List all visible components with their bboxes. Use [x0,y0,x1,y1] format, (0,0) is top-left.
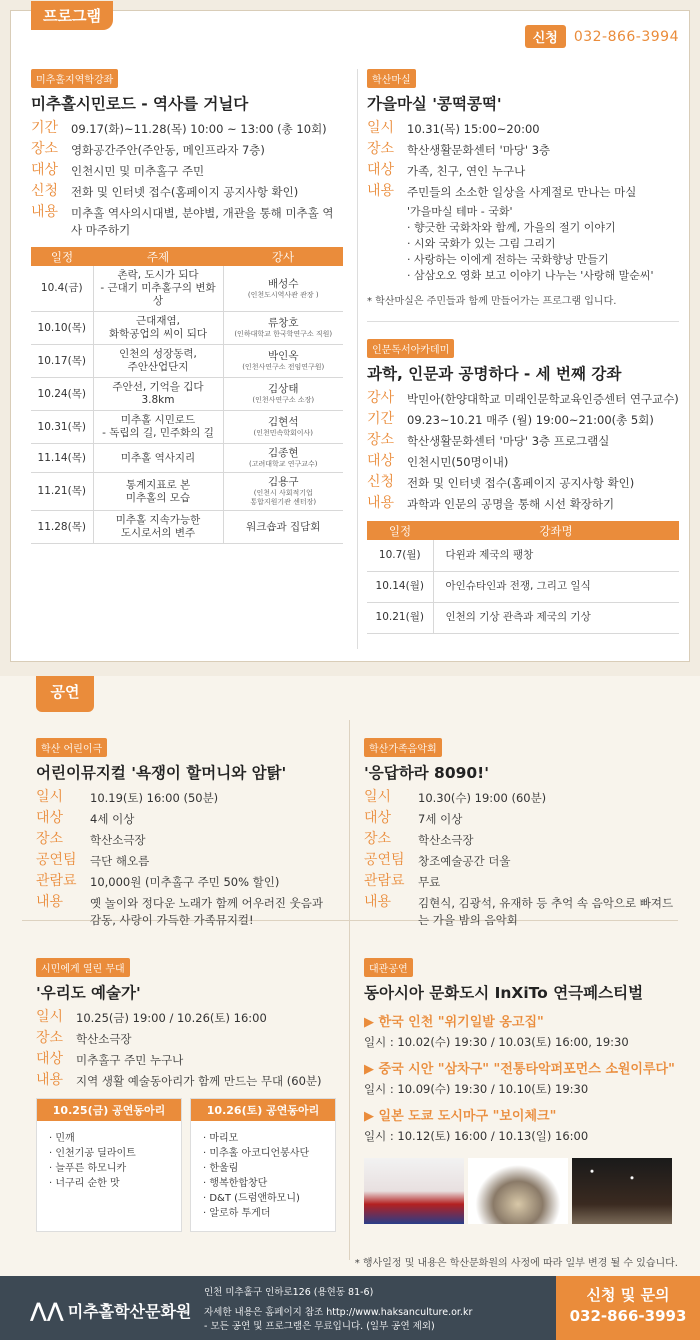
musical-tag: 학산 어린이극 [36,738,107,757]
row-speaker [223,444,343,473]
photo-japan [572,1158,672,1224]
row-title: 아인슈타인과 전쟁, 그리고 일식 [433,571,679,602]
info-value: 인천시민 및 미추홀구 주민 [71,164,205,178]
speaker-affil: (인천시 사회적기업 통합지원기관 센터장) [250,489,317,506]
club-item: · 인천기공 딜라이트 [49,1148,136,1159]
info-value: 학산소극장 [76,1032,132,1046]
logo-icon: ⋀⋀ [30,1298,64,1322]
table-row [31,511,343,544]
speaker-name: 김현석 [268,416,299,428]
row-topic: 주안선, 기억을 깁다 3.8km [93,378,223,411]
info-row [367,432,679,450]
row-date: 11.28(목) [31,511,93,544]
info-key: 공연팀 [364,852,405,868]
village-bullet: · 사랑하는 이에게 전하는 국화향낭 만들기 [407,253,609,266]
table-row [31,473,343,511]
row-date: 10.17(목) [31,345,93,378]
academy-title: 과학, 인문과 공명하다 - 세 번째 강좌 [367,365,622,383]
row-date: 10.4(금) [31,266,93,312]
row-date: 10.31(목) [31,411,93,444]
stage-block [36,958,341,1232]
info-row [364,789,674,807]
info-value: 10,000원 (미추홀구 주민 50% 할인) [90,875,280,889]
contact-label: 신청 및 문의 [586,1286,670,1304]
info-row [31,204,343,239]
concert-block [364,738,674,932]
stage-info [36,1009,341,1090]
info-row [36,1030,341,1048]
info-value: 학산소극장 [418,833,474,847]
info-key: 장소 [36,1030,64,1046]
row-speaker [223,266,343,312]
table-header: 일정 [367,521,433,540]
info-key: 신청 [367,474,395,490]
info-key: 장소 [36,831,64,847]
apply-label: 신청 [525,25,566,48]
info-key: 대상 [367,162,395,178]
info-row [367,120,677,138]
club-item: · 한울림 [203,1163,239,1174]
festival-show: ▶ 중국 시안 "삼차구" "전통타악퍼포먼스 소원이루다" [364,1062,675,1077]
column-divider [357,69,358,649]
row-date: 10.7(월) [367,540,433,571]
info-key: 장소 [31,141,59,157]
info-value: 미추홀구 주민 누구나 [76,1053,184,1067]
info-value: 영화공간주안(주안동, 메인프라자 7층) [71,143,265,157]
lecture-title: 미추홀시민로드 - 역사를 거닐다 [31,95,249,113]
table-row [367,540,679,571]
homepage-line[interactable]: 자세한 내용은 홈페이지 참조 http://www.haksanculture.or.kr [204,1307,473,1318]
info-row [31,183,343,201]
info-value: 10.31(목) 15:00~20:00 [407,122,540,136]
row-speaker [223,378,343,411]
info-row [36,852,336,870]
festival-title: 동아시아 문화도시 InXiTo 연극페스티벌 [364,984,644,1002]
club-item: · D&T (드럼앤하모니) [203,1193,300,1204]
musical-title: 어린이뮤지컬 '욕쟁이 할머니와 암탉' [36,764,287,782]
info-row [367,411,679,429]
village-bullet: · 삼삼오오 영화 보고 이야기 나누는 '사랑해 말순씨' [407,269,654,282]
row-date: 11.14(목) [31,444,93,473]
info-key: 관람료 [36,873,77,889]
info-row [36,894,336,929]
speaker-affil: (인천사연구소 소장) [252,396,315,404]
info-value: 10.30(수) 19:00 (60분) [418,791,547,805]
info-key: 내용 [36,894,64,910]
info-key: 장소 [367,141,395,157]
table-header: 주제 [93,247,223,266]
row-speaker [223,345,343,378]
info-value: 10.25(금) 19:00 / 10.26(토) 16:00 [76,1011,267,1025]
row-topic: 근대재염, 화학공업의 씨이 되다 [93,312,223,345]
speaker-name: 워크숍과 집담회 [246,520,321,533]
row-speaker [223,411,343,444]
info-value: 전화 및 인터넷 접수(홈페이지 공지사항 확인) [407,476,635,490]
academy-tag: 인문독서아카데미 [367,339,454,358]
info-row [367,183,677,201]
table-row [31,378,343,411]
info-row [31,120,343,138]
club-item: · 마리모 [203,1133,239,1144]
row-topic: 미추홀 시민로드 - 독립의 길, 민주화의 길 [93,411,223,444]
festival-items [364,1011,686,1144]
speaker-affil: (인천민속학회이사) [253,429,314,437]
info-row [367,495,679,513]
info-row [364,873,674,891]
row-date: 10.14(월) [367,571,433,602]
info-value: 7세 이상 [418,812,463,826]
info-value: 학산생활문화센터 '마당' 3층 [407,143,551,157]
row-topic: 통계지표로 본 미추홀의 모습 [93,473,223,511]
lecture-block [31,69,343,544]
academy-info [367,390,679,513]
info-row [367,162,677,180]
info-row [367,141,677,159]
info-value: 극단 해오름 [90,854,150,868]
village-block [367,69,677,307]
row-date: 10.21(월) [367,602,433,633]
info-key: 기간 [31,120,59,136]
info-row [364,810,674,828]
concert-info [364,789,674,929]
table-row [31,312,343,345]
footer-address [204,1286,472,1334]
club-item: · 민깨 [49,1133,75,1144]
info-value: 과학과 인문의 공명을 통해 시선 확장하기 [407,497,615,511]
info-key: 내용 [367,183,395,199]
info-key: 내용 [364,894,392,910]
village-tag: 학산마실 [367,69,416,88]
info-key: 대상 [36,1051,64,1067]
festival-block [364,958,686,1224]
club-box-header: 10.26(토) 공연동아리 [191,1099,335,1121]
concert-tag: 학산가족음악회 [364,738,442,757]
info-value: 09.17(화)~11.28(목) 10:00 ~ 13:00 (총 10회) [71,122,327,136]
speaker-name: 류창호 [268,317,299,329]
table-header: 강사 [223,247,343,266]
row-topic: 미추홀 지속가능한 도시로서의 변주 [93,511,223,544]
apply-box [525,25,679,48]
photo-china [468,1158,568,1224]
photo-korea [364,1158,464,1224]
info-key: 장소 [364,831,392,847]
contact-box[interactable] [556,1276,700,1340]
info-key: 대상 [36,810,64,826]
program-section [10,7,690,662]
speaker-name: 김상태 [268,383,299,395]
info-value: 가족, 친구, 연인 누구나 [407,164,526,178]
info-row [36,1072,341,1090]
divider [367,321,679,322]
festival-date: 일시 : 10.09(수) 19:30 / 10.10(토) 19:30 [364,1082,589,1096]
info-row [36,831,336,849]
speaker-name: 박인옥 [268,350,299,362]
festival-photos [364,1158,686,1224]
contact-phone[interactable]: 032-866-3993 [569,1307,687,1325]
concert-title: '응답하라 8090!' [364,764,489,782]
club-box-1025 [36,1098,182,1232]
info-value: 09.23~10.21 매주 (월) 19:00~21:00(총 5회) [407,413,654,427]
academy-table [367,521,679,634]
info-key: 장소 [367,432,395,448]
info-row [364,894,674,929]
info-key: 신청 [31,183,59,199]
speaker-affil: (인하대학교 한국학연구소 직원) [234,330,333,338]
info-key: 일시 [364,789,392,805]
speaker-name: 김용구 [268,476,299,488]
info-key: 내용 [31,204,59,220]
festival-show: ▶ 일본 도쿄 도시마구 "보이체크" [364,1109,557,1124]
village-bullets [401,220,677,284]
village-bullet: · 향긋한 국화차와 함께, 가을의 절기 이야기 [407,221,616,234]
address-line: 인천 미추홀구 인하로126 (용현동 81-6) [204,1287,374,1298]
info-row [31,162,343,180]
speaker-affil: (고려대학교 연구교수) [248,460,318,468]
club-item: · 늘푸른 하모니카 [49,1163,127,1174]
info-value: 미추홀 역사의시대별, 분야별, 개관을 통해 미추홀 역사 마주하기 [71,206,334,237]
stage-tag: 시민에게 열린 무대 [36,958,130,977]
info-value: 전화 및 인터넷 접수(홈페이지 공지사항 확인) [71,185,299,199]
club-item: · 행복한합창단 [203,1178,268,1189]
row-date: 11.21(목) [31,473,93,511]
performance-header: 공연 [36,676,94,712]
table-row [31,345,343,378]
row-date: 10.24(목) [31,378,93,411]
info-value: 박민아(한양대학교 미래인문학교육인증센터 연구교수) [407,392,679,406]
info-key: 대상 [367,453,395,469]
info-key: 내용 [367,495,395,511]
row-topic: 인천의 성장동력, 주안산업단지 [93,345,223,378]
row-speaker [223,511,343,544]
info-key: 관람료 [364,873,405,889]
club-item: · 미추홀 아코디언봉사단 [203,1148,310,1159]
column-divider [349,720,350,1260]
info-value: 주민들의 소소한 일상을 사계절로 만나는 마실 [407,185,637,199]
club-box-header: 10.25(금) 공연동아리 [37,1099,181,1121]
festival-date: 일시 : 10.02(수) 19:30 / 10.03(토) 16:00, 19:30 [364,1035,629,1049]
row-speaker [223,312,343,345]
info-value: 학산소극장 [90,833,146,847]
info-row [36,810,336,828]
free-note: - 모든 공연 및 프로그램은 무료입니다. (일부 공연 제외) [204,1321,435,1332]
info-value: 옛 놀이와 정다운 노래가 함께 어우러진 웃음과 감동, 사랑이 가득한 가족뮤지컬! [90,896,324,927]
info-value: 지역 생활 예술동아리가 함께 만드는 무대 (60분) [76,1074,322,1088]
info-value: 10.19(토) 16:00 (50분) [90,791,219,805]
info-row [36,873,336,891]
row-topic: 미추홀 역사지리 [93,444,223,473]
row-title: 다윈과 제국의 팽창 [433,540,679,571]
stage-title: '우리도 예술가' [36,984,141,1002]
info-key: 일시 [367,120,395,136]
club-item: · 알로하 투게더 [203,1208,271,1219]
village-title: 가을마실 '콩떡콩떡' [367,95,502,113]
lecture-table [31,247,343,544]
table-header: 강좌명 [433,521,679,540]
speaker-affil: (인천도시역사관 관장 ) [247,290,319,299]
speaker-name: 배성수 [268,277,299,290]
info-row [31,141,343,159]
info-key: 대상 [31,162,59,178]
table-row [31,444,343,473]
info-key: 강사 [367,390,395,406]
info-row [36,1051,341,1069]
table-row [31,411,343,444]
info-key: 기간 [367,411,395,427]
logo-text: 미추홀학산문화원 [67,1301,192,1321]
footer [0,1276,700,1340]
info-key: 내용 [36,1072,64,1088]
village-theme: '가을마실 테마 - 국화' [407,205,513,218]
festival-tag: 대관공연 [364,958,413,977]
musical-block [36,738,336,932]
row-speaker [223,473,343,511]
info-value: 인천시민(50명이내) [407,455,509,469]
village-note: * 학산마실은 주민들과 함께 만들어가는 프로그램 입니다. [367,296,617,307]
program-header: 프로그램 [31,1,113,30]
table-row [31,266,343,312]
info-value: 김현식, 김광석, 유재하 등 추억 속 음악으로 빠져드는 가을 밤의 음악회 [418,896,674,927]
info-row [36,789,336,807]
speaker-name: 김종현 [268,447,299,459]
info-row [367,390,679,408]
academy-block [367,339,679,634]
info-row [364,852,674,870]
club-box-1026 [190,1098,336,1232]
info-key: 일시 [36,1009,64,1025]
info-key: 대상 [364,810,392,826]
table-row [367,602,679,633]
info-row [36,1009,341,1027]
apply-phone[interactable]: 032-866-3994 [573,28,679,45]
info-row [367,474,679,492]
row-date: 10.10(목) [31,312,93,345]
club-boxes [36,1098,341,1232]
info-row [367,453,679,471]
musical-info [36,789,336,929]
club-item: · 너구리 순한 맛 [49,1178,120,1189]
info-value: 4세 이상 [90,812,135,826]
festival-date: 일시 : 10.12(토) 16:00 / 10.13(일) 16:00 [364,1129,589,1143]
speaker-affil: (인천사연구소 전임연구원) [242,363,325,371]
village-info [367,120,677,201]
disclaimer: * 행사일정 및 내용은 학산문화원의 사정에 따라 일부 변경 될 수 있습니다. [354,1258,678,1269]
table-header: 일정 [31,247,93,266]
table-row [367,571,679,602]
info-row [364,831,674,849]
info-key: 일시 [36,789,64,805]
lecture-tag: 미추홀지역학강좌 [31,69,118,88]
logo[interactable] [30,1298,191,1322]
lecture-info [31,120,343,239]
info-value: 학산생활문화센터 '마당' 3층 프로그램실 [407,434,610,448]
village-bullet: · 시와 국화가 있는 그림 그리기 [407,237,556,250]
row-title: 인천의 기상 관측과 제국의 기상 [433,602,679,633]
info-value: 무료 [418,875,441,889]
info-value: 창조예술공간 더울 [418,854,511,868]
info-key: 공연팀 [36,852,77,868]
row-topic: 촌락, 도시가 되다 - 근대기 미추홀구의 변화상 [93,266,223,312]
festival-show: ▶ 한국 인천 "위기일발 옹고집" [364,1015,544,1030]
